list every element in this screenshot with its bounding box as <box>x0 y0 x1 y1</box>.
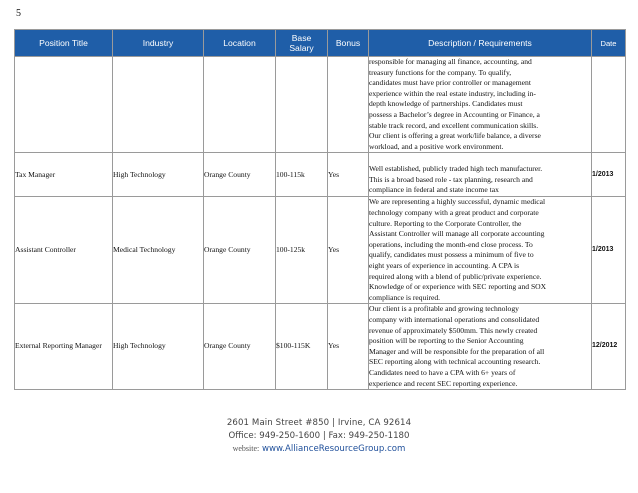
description-line: possess a Bachelor’s degree in Accounting or Finance, a <box>369 109 540 119</box>
cell-position-title <box>15 57 113 153</box>
footer-phone-fax: Office: 949-250-1600 | Fax: 949-250-1180 <box>228 431 410 441</box>
table-row <box>15 197 626 304</box>
footer-website <box>0 444 638 454</box>
cell-date: 1/2013 <box>592 153 626 197</box>
cell-bonus: Yes <box>328 304 369 390</box>
description-line: responsible for managing all finance, accounting, and <box>369 57 532 66</box>
description-line: qualify, candidates must possess a minimum of five to <box>369 250 534 260</box>
cell-base-salary: $100-115K <box>276 304 328 390</box>
header-bonus: Bonus <box>328 30 369 57</box>
description-line: revenue of approximately $500mm. This newly created <box>369 325 538 335</box>
description-line: compliance is required. <box>369 292 441 302</box>
cell-date <box>592 57 626 153</box>
cell-bonus: Yes <box>328 153 369 197</box>
cell-description <box>369 153 592 197</box>
page-number: 5 <box>16 8 21 19</box>
description-line: Well established, publicly traded high tech manufacturer. <box>369 164 543 174</box>
table-row <box>15 153 626 197</box>
table-body <box>15 57 626 390</box>
description-line: treasury functions for the company. To qualify, <box>369 67 512 77</box>
description-line: technology company with a great product and corporate <box>369 207 539 217</box>
description-line: compliance in federal and state income tax <box>369 185 499 195</box>
cell-position-title: External Reporting Manager <box>15 304 113 390</box>
cell-base-salary: 100-115k <box>276 153 328 197</box>
header-description: Description / Requirements <box>369 30 592 57</box>
cell-location: Orange County <box>204 304 276 390</box>
cell-industry: High Technology <box>113 304 204 390</box>
description-line: company with international operations and consolidated <box>369 315 540 324</box>
header-position-title: Position Title <box>15 30 113 57</box>
header-location: Location <box>204 30 276 57</box>
cell-industry: High Technology <box>113 153 204 197</box>
header-date: Date <box>592 30 626 57</box>
description-line: Our client is offering a great work/life balance, a diverse <box>369 131 541 141</box>
cell-description <box>369 197 592 304</box>
description-line: depth knowledge of partnerships. Candidates must <box>369 99 523 109</box>
header-industry: Industry <box>113 30 204 57</box>
description-line: stable track record, and excellent communication skills. <box>369 120 539 130</box>
cell-date: 12/2012 <box>592 304 626 390</box>
job-listings-table <box>14 29 626 390</box>
description-line: Our client is a profitable and growing technology <box>369 304 519 314</box>
table-header-row <box>15 30 626 57</box>
description-line: workload, and a positive work environment. <box>369 141 504 151</box>
cell-location: Orange County <box>204 197 276 304</box>
cell-position-title: Assistant Controller <box>15 197 113 304</box>
description-line: We are representing a highly successful, dynamic medical <box>369 197 546 207</box>
description-line: eight years of experience in accounting. A CPA is <box>369 260 520 270</box>
cell-base-salary: 100-125k <box>276 197 328 304</box>
description-line: Candidates need to have a CPA with 6+ years of <box>369 367 516 377</box>
cell-industry <box>113 57 204 153</box>
cell-location: Orange County <box>204 153 276 197</box>
cell-description <box>369 304 592 390</box>
cell-date: 1/2013 <box>592 197 626 304</box>
cell-base-salary <box>276 57 328 153</box>
description-line: Manager and will be responsible for the preparation of all <box>369 346 545 356</box>
header-base-salary <box>276 30 328 57</box>
description-line: SEC reporting along with technical accounting research. <box>369 357 541 367</box>
description-line: operations, including the month-end close process. To <box>369 239 533 249</box>
table-row <box>15 57 626 153</box>
cell-position-title: Tax Manager <box>15 153 113 197</box>
description-line: position will be reporting to the Senior Accounting <box>369 336 524 346</box>
cell-bonus: Yes <box>328 197 369 304</box>
description-line: candidates must have prior controller or management <box>369 78 531 88</box>
footer-website-link[interactable]: www.AllianceResourceGroup.com <box>261 444 406 454</box>
cell-bonus <box>328 57 369 153</box>
description-line: culture. Reporting to the Corporate Controller, the <box>369 218 522 228</box>
description-line: Assistant Controller will manage all corporate accounting <box>369 229 545 239</box>
cell-location <box>204 57 276 153</box>
description-line: Knowledge of or experience with SEC reporting and SOX <box>369 282 547 292</box>
description-line: This is a broad based role - tax planning, research and <box>369 174 533 184</box>
header-base-salary-line2: Salary <box>289 43 314 53</box>
footer-website-label: website: <box>232 444 260 453</box>
description-line: experience and recent SEC reporting experience. <box>369 378 518 388</box>
description-line: experience within the real estate industry, including in- <box>369 88 536 98</box>
cell-description <box>369 57 592 153</box>
description-line: required along with a blend of public/private experience. <box>369 271 542 281</box>
table-row <box>15 304 626 390</box>
header-base-salary-line1: Base <box>291 33 312 43</box>
footer-address: 2601 Main Street #850 | Irvine, CA 92614 <box>226 418 412 428</box>
cell-industry: Medical Technology <box>113 197 204 304</box>
description-line <box>369 154 591 165</box>
